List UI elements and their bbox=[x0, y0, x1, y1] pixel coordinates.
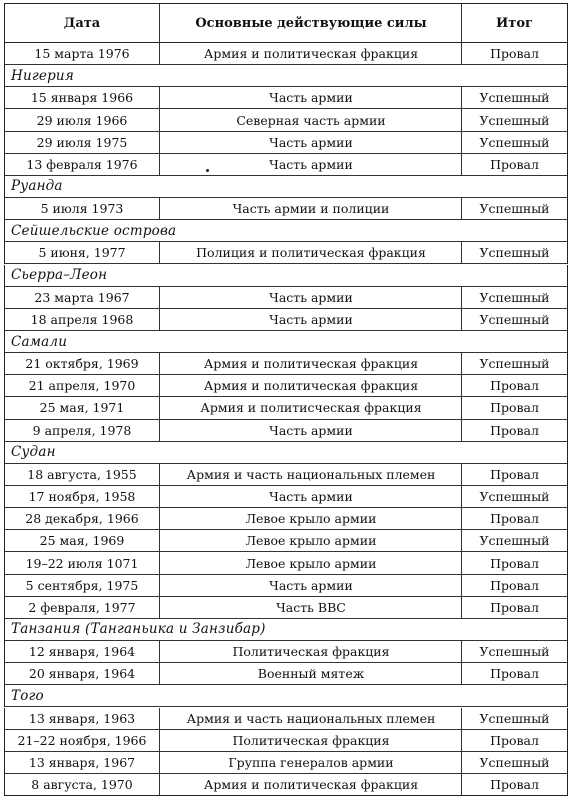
result-cell: Провал bbox=[461, 730, 567, 751]
forces-cell: Полиция и политическая фракция bbox=[159, 242, 462, 263]
result-cell: Успешный bbox=[461, 287, 567, 308]
forces-cell: Часть армии bbox=[159, 575, 462, 596]
date-cell: 21–22 ноября, 1966 bbox=[17, 732, 147, 748]
table-row bbox=[4, 132, 568, 154]
forces-cell: Часть армии bbox=[159, 309, 462, 330]
table-row bbox=[4, 552, 568, 574]
result-cell: Провал bbox=[461, 508, 567, 529]
result-cell: Провал bbox=[461, 397, 567, 418]
date-cell: 28 декабря, 1966 bbox=[25, 511, 139, 527]
result-cell: Успешный bbox=[461, 242, 567, 263]
result-cell: Провал bbox=[461, 774, 567, 795]
date-cell: 23 марта 1967 bbox=[34, 289, 130, 305]
country-section-row bbox=[4, 176, 568, 198]
forces-cell: Часть армии bbox=[159, 132, 462, 153]
country-name: Руанда bbox=[11, 178, 63, 195]
result-cell: Успешный bbox=[461, 87, 567, 108]
header-forces: Основные действующие силы bbox=[159, 4, 462, 42]
date-cell: 12 января, 1964 bbox=[28, 644, 136, 660]
result-cell: Успешный bbox=[461, 752, 567, 773]
date-cell: 21 апреля, 1970 bbox=[28, 378, 136, 394]
country-section-row bbox=[4, 619, 568, 641]
date-cell: 18 августа, 1955 bbox=[27, 466, 137, 482]
table-row bbox=[4, 663, 568, 685]
date-cell: 20 января, 1964 bbox=[28, 666, 136, 682]
table-row bbox=[4, 420, 568, 442]
date-cell: 13 января, 1967 bbox=[28, 754, 136, 770]
date-cell: 17 ноября, 1958 bbox=[28, 489, 136, 505]
forces-cell: Левое крыло армии bbox=[159, 530, 462, 551]
country-section-row bbox=[4, 65, 568, 87]
date-cell: 8 августа, 1970 bbox=[31, 777, 133, 792]
result-cell: Успешный bbox=[461, 309, 567, 330]
country-name: Того bbox=[11, 687, 44, 704]
date-cell: 21 октября, 1969 bbox=[25, 356, 139, 372]
date-cell: 29 июля 1975 bbox=[36, 134, 128, 150]
country-name: Судан bbox=[11, 444, 56, 461]
result-cell: Провал bbox=[461, 575, 567, 596]
date-cell: 5 июня, 1977 bbox=[38, 245, 126, 261]
forces-cell: Армия и политическая фракция bbox=[159, 774, 462, 795]
result-cell: Провал bbox=[461, 597, 567, 618]
coup-table bbox=[4, 3, 568, 796]
date-cell: 13 января, 1963 bbox=[28, 710, 136, 726]
table-row bbox=[4, 154, 568, 176]
country-name: Нигерия bbox=[11, 67, 74, 84]
date-cell: 9 апреля, 1978 bbox=[32, 422, 132, 438]
result-cell: Успешный bbox=[461, 132, 567, 153]
header-result: Итог bbox=[461, 4, 567, 42]
table-row bbox=[4, 109, 568, 131]
table-row bbox=[4, 597, 568, 619]
forces-cell: Армия и политическая фракция bbox=[159, 353, 462, 374]
table-row bbox=[4, 43, 568, 65]
table-row bbox=[4, 242, 568, 264]
date-cell: 13 февраля 1976 bbox=[26, 156, 138, 172]
forces-cell: Часть армии и полиции bbox=[159, 198, 462, 219]
table-row bbox=[4, 464, 568, 486]
table-row bbox=[4, 530, 568, 552]
table-row bbox=[4, 752, 568, 774]
result-cell: Успешный bbox=[461, 530, 567, 551]
result-cell: Провал bbox=[461, 464, 567, 485]
forces-cell: Часть армии bbox=[159, 87, 462, 108]
date-cell: 2 февраля, 1977 bbox=[28, 599, 136, 615]
date-cell: 18 апреля 1968 bbox=[30, 311, 134, 327]
forces-cell: Армия и часть национальных племен bbox=[159, 708, 462, 729]
forces-cell: Часть армии bbox=[159, 486, 462, 507]
table-row bbox=[4, 287, 568, 309]
forces-cell: Военный мятеж bbox=[159, 663, 462, 684]
table-row bbox=[4, 486, 568, 508]
forces-cell: Часть армии bbox=[159, 420, 462, 441]
table-row bbox=[4, 641, 568, 663]
result-cell: Успешный bbox=[461, 486, 567, 507]
country-name: Сейшельские острова bbox=[11, 222, 177, 239]
forces-cell: Часть армии bbox=[159, 287, 462, 308]
forces-cell: Армия и часть национальных племен bbox=[159, 464, 462, 485]
date-cell: 5 июля 1973 bbox=[40, 201, 124, 217]
forces-cell: Северная часть армии bbox=[159, 109, 462, 130]
date-cell: 29 июля 1966 bbox=[36, 112, 128, 128]
country-name: Танзания (Танганьика и Занзибар) bbox=[11, 621, 266, 638]
country-section-row bbox=[4, 442, 568, 464]
date-cell: 15 марта 1976 bbox=[34, 46, 130, 62]
forces-cell: Часть ВВС bbox=[159, 597, 462, 618]
date-cell: 5 сентября, 1975 bbox=[25, 577, 139, 593]
header-date: Дата bbox=[63, 15, 101, 31]
date-cell: 25 мая, 1969 bbox=[39, 533, 125, 549]
table-row bbox=[4, 375, 568, 397]
date-cell: 25 мая, 1971 bbox=[39, 400, 125, 416]
result-cell: Успешный bbox=[461, 708, 567, 729]
table-row bbox=[4, 575, 568, 597]
forces-cell: Армия и политическая фракция bbox=[159, 43, 462, 64]
result-cell: Провал bbox=[461, 552, 567, 573]
table-row bbox=[4, 508, 568, 530]
date-cell: 15 января 1966 bbox=[30, 90, 134, 106]
result-cell: Провал bbox=[461, 375, 567, 396]
table-row bbox=[4, 87, 568, 109]
country-section-row bbox=[4, 220, 568, 242]
forces-cell: Левое крыло армии bbox=[159, 508, 462, 529]
result-cell: Провал bbox=[461, 43, 567, 64]
country-section-row bbox=[4, 685, 568, 707]
stray-mark bbox=[206, 169, 209, 172]
table-row bbox=[4, 708, 568, 730]
result-cell: Успешный bbox=[461, 109, 567, 130]
country-name: Сьерра–Леон bbox=[11, 267, 108, 284]
table-row bbox=[4, 730, 568, 752]
table-header bbox=[4, 3, 568, 43]
result-cell: Провал bbox=[461, 663, 567, 684]
forces-cell: Часть армии bbox=[159, 154, 462, 175]
country-section-row bbox=[4, 265, 568, 287]
forces-cell: Группа генералов армии bbox=[159, 752, 462, 773]
result-cell: Успешный bbox=[461, 353, 567, 374]
table-row bbox=[4, 397, 568, 419]
forces-cell: Левое крыло армии bbox=[159, 552, 462, 573]
forces-cell: Армия и политическая фракция bbox=[159, 375, 462, 396]
forces-cell: Армия и политисческая фракция bbox=[159, 397, 462, 418]
forces-cell: Политическая фракция bbox=[159, 641, 462, 662]
result-cell: Успешный bbox=[461, 641, 567, 662]
country-name: Самали bbox=[11, 333, 68, 350]
result-cell: Успешный bbox=[461, 198, 567, 219]
table-row bbox=[4, 353, 568, 375]
result-cell: Провал bbox=[461, 154, 567, 175]
table-row bbox=[4, 198, 568, 220]
result-cell: Провал bbox=[461, 420, 567, 441]
table-row bbox=[4, 774, 568, 796]
table-row bbox=[4, 309, 568, 331]
forces-cell: Политическая фракция bbox=[159, 730, 462, 751]
date-cell: 19–22 июля 1071 bbox=[25, 555, 139, 571]
country-section-row bbox=[4, 331, 568, 353]
